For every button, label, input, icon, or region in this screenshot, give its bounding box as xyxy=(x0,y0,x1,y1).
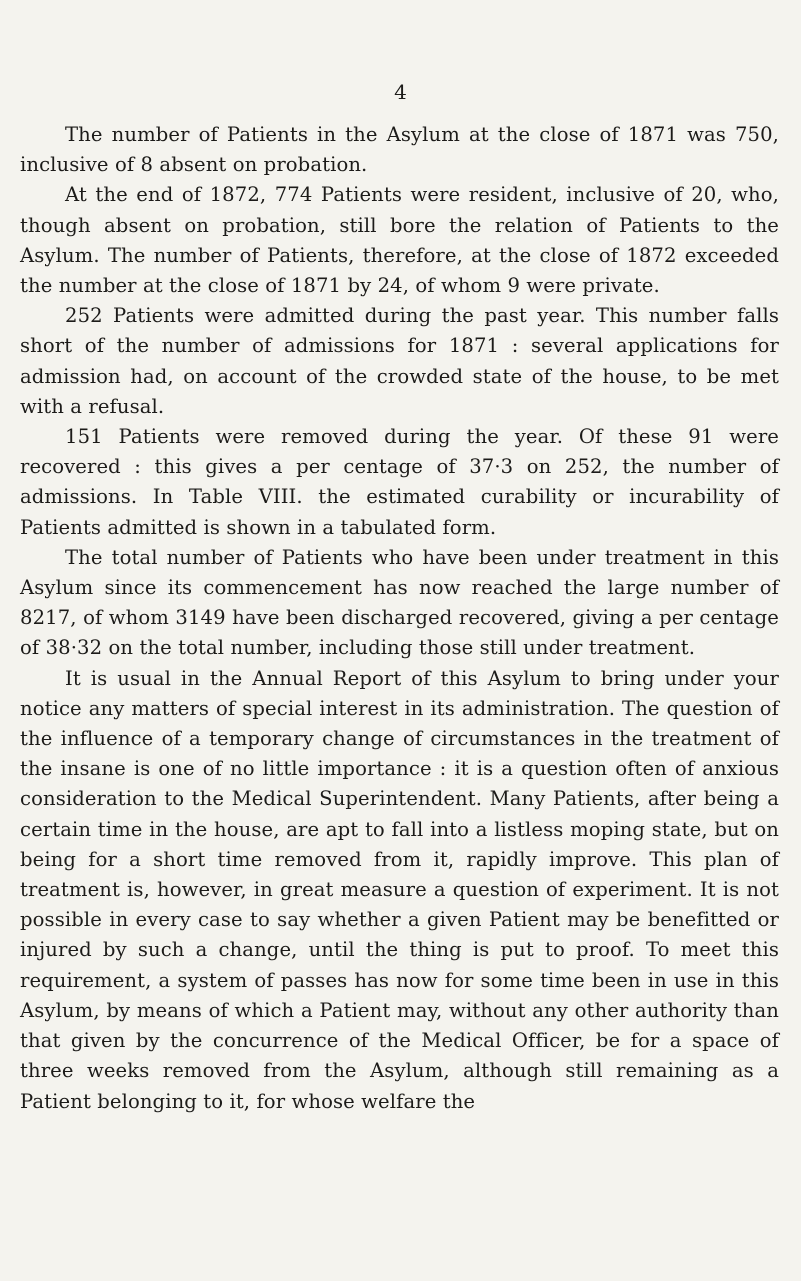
paragraph-patients-1872: At the end of 1872, 774 Patients were resident, inclusive of 20, who, though absent on probation, still bore the relation of Patients to the Asylum. The number of Patients, therefore, at the close of 1872 exceeded the number at the close of 1871 by 24, of whom 9 were private. xyxy=(20,183,779,298)
paragraph-annual-report: It is usual in the Annual Report of this Asylum to bring under your notice any matters of special interest in its administration. The question of the influence of a temporary change of circumstances in the treatment of the insane is one of no little importance : it is a question often of anxious consideration to the Medical Superintendent. Many Patients, after being a certain time in the house, are apt to fall into a listless moping state, but on being for a short time removed from it, rapidly improve. This plan of treatment is, however, in great measure a question of experiment. It is not possible in every case to say whether a given Patient may be benefitted or injured by such a change, until the thing is put to proof. To meet this requirement, a system of passes has now for some time been in use in this Asylum, by means of which a Patient may, without any other authority than that given by the concurrence of the Medical Officer, be for a space of three weeks removed from the Asylum, although still remaining as a Patient belonging to it, for whose welfare the xyxy=(20,666,779,1113)
paragraph-patients-1871: The number of Patients in the Asylum at the close of 1871 was 750, inclusive of 8 absent on probation. xyxy=(20,123,779,177)
page-number: 4 xyxy=(394,80,407,104)
paragraph-admissions: 252 Patients were admitted during the past year. This number falls short of the number of admissions for 1871 : several applications for admission had, on account of the crowded state of the house, to be met with a refusal. xyxy=(20,304,779,418)
paragraph-total-treated: The total number of Patients who have been under treatment in this Asylum since its commencement has now reached the large number of 8217, of whom 3149 have been discharged recovered, giving a per centage of 38·32 on the total number, including those still under treatment. xyxy=(20,545,779,660)
body-text xyxy=(20,120,779,1117)
paragraph-removals: 151 Patients were removed during the year. Of these 91 were recovered : this gives a per centage of 37·3 on 252, the number of admissions. In Table VIII. the estimated curability or incurability of Patients admitted is shown in a tabulated form. xyxy=(20,425,779,539)
